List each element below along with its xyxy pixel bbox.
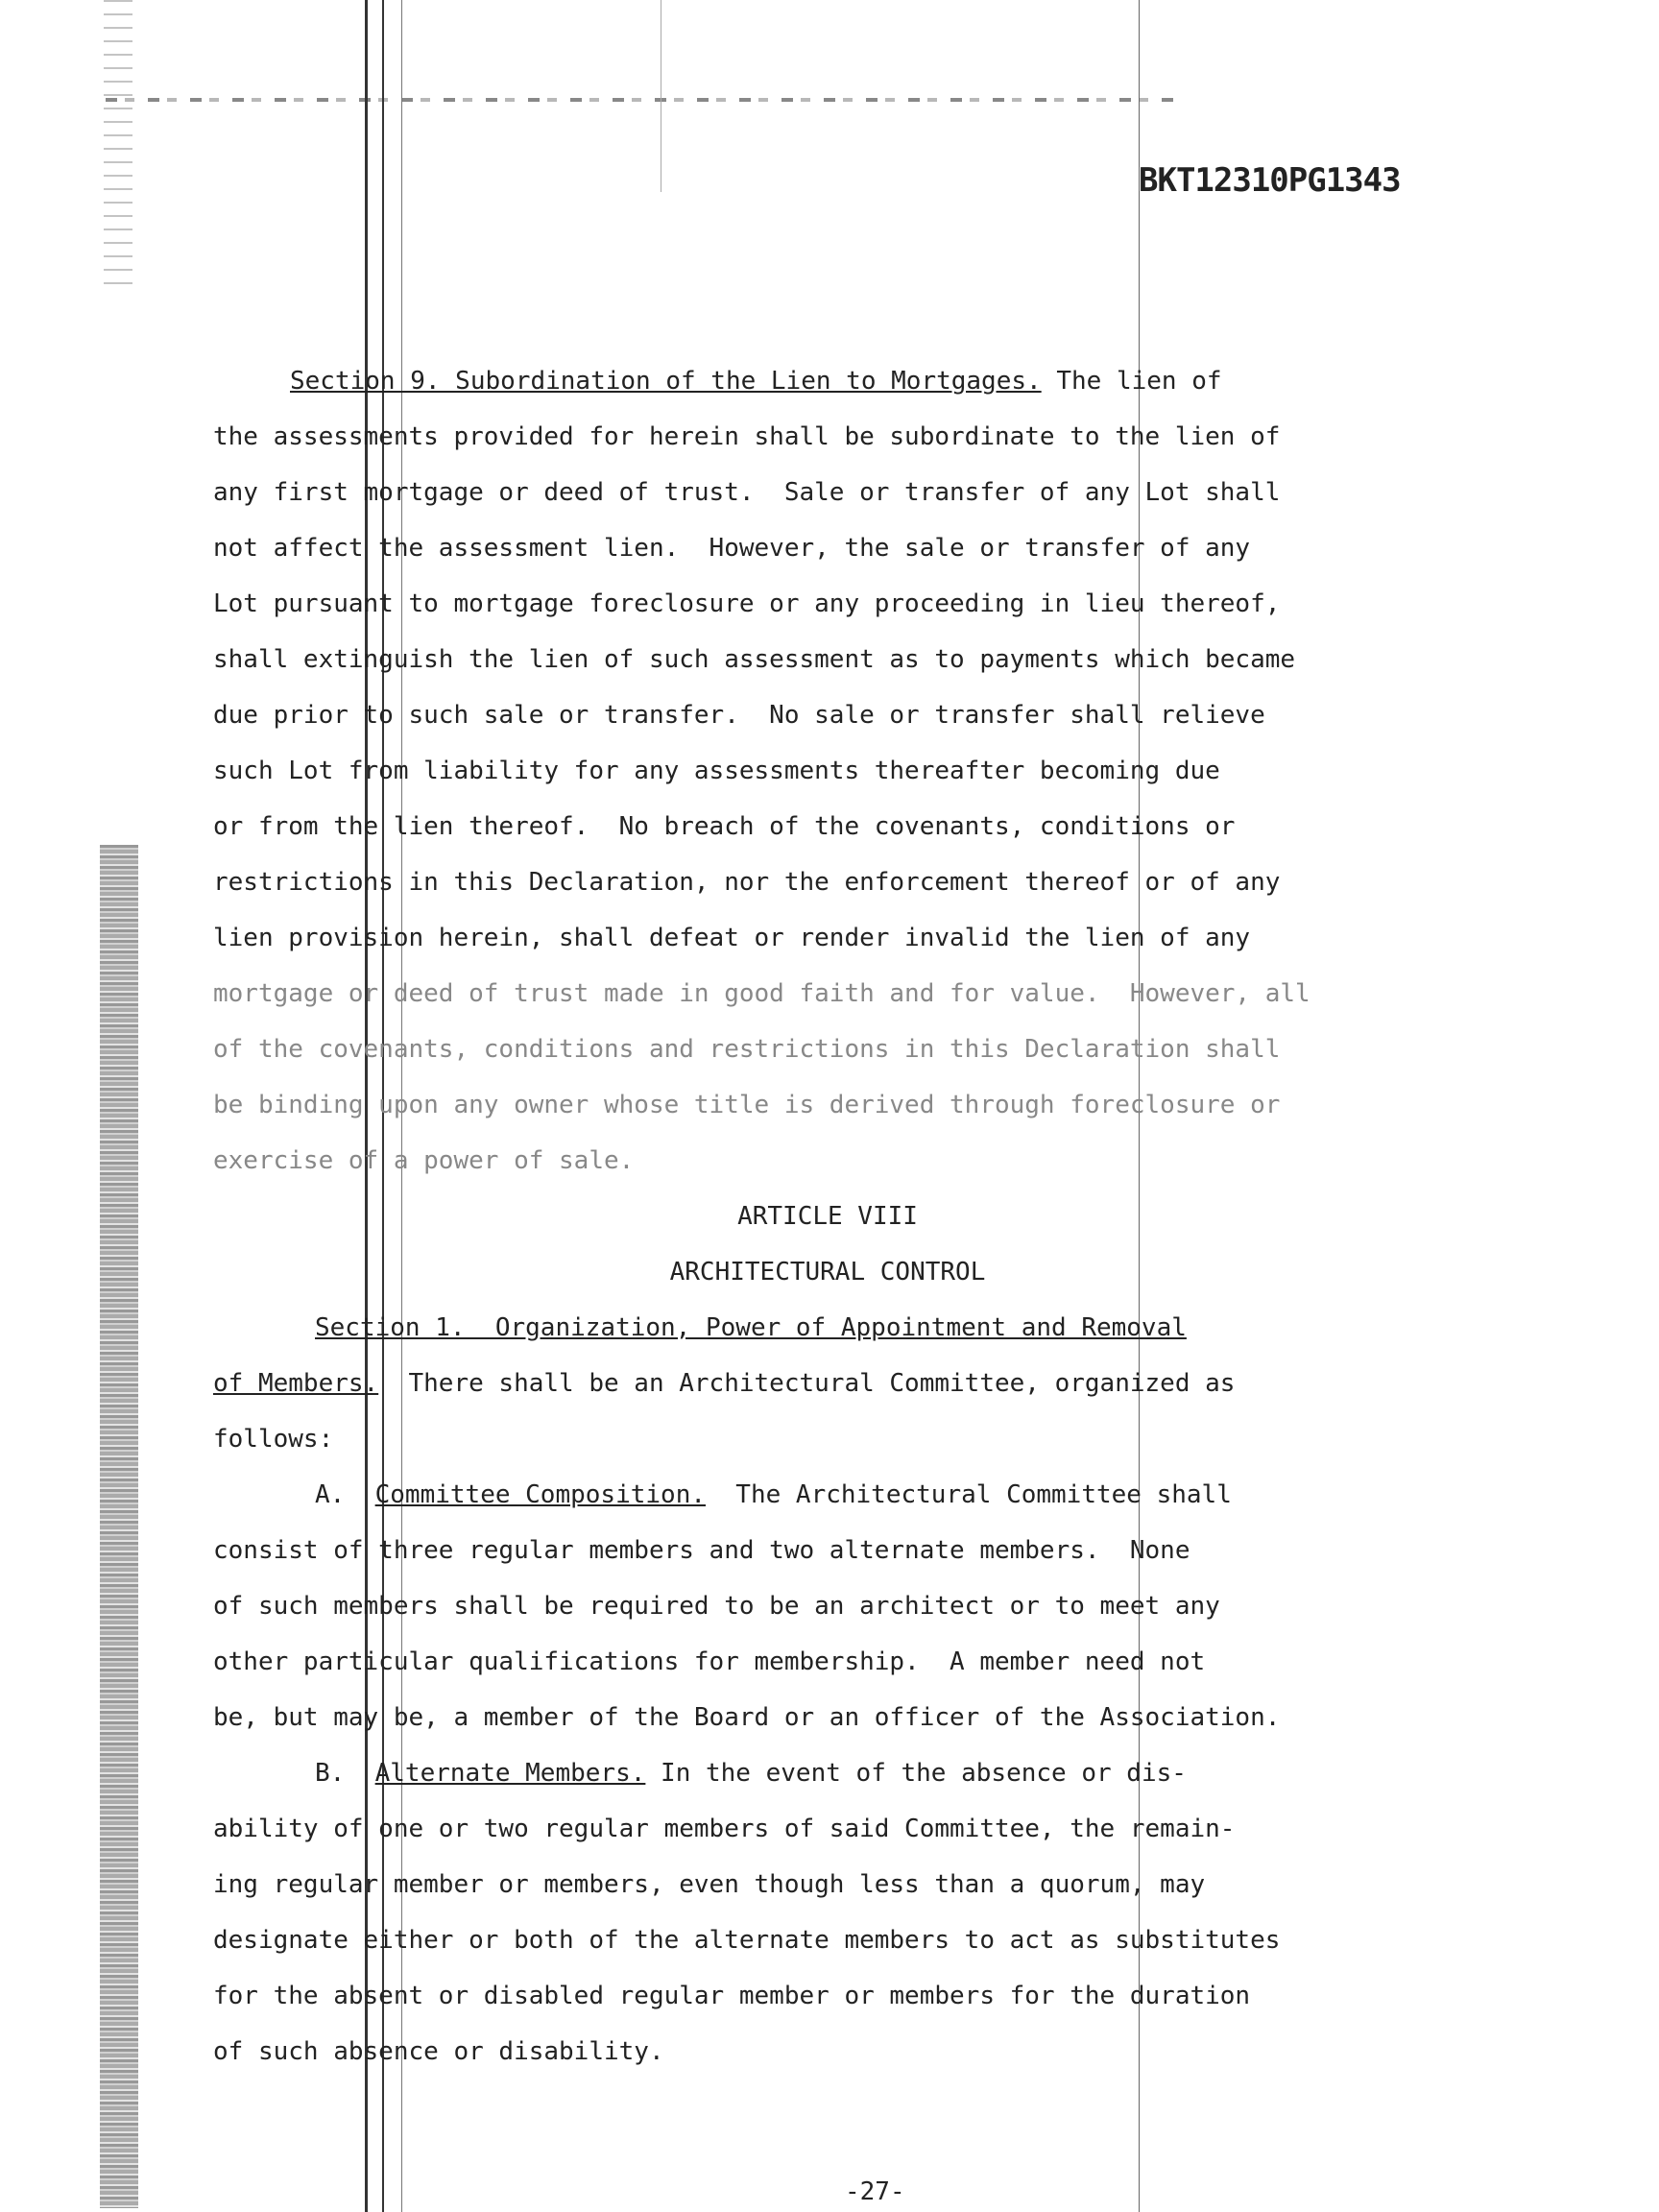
para-b-heading: Alternate Members. bbox=[374, 1759, 646, 1788]
book-page-stamp: BKT12310PG1343 bbox=[1139, 161, 1401, 200]
section9-line: shall extinguish the lien of such assessment as to payments which became bbox=[213, 645, 1296, 674]
para-a-label: A. bbox=[315, 1480, 375, 1509]
para-b-first-line bbox=[213, 1745, 1500, 1801]
para-b-line: ability of one or two regular members of said Committee, the remain- bbox=[213, 1815, 1236, 1843]
section9-line: exercise of a power of sale. bbox=[213, 1146, 635, 1175]
para-b-line: ing regular member or members, even though less than a quorum, may bbox=[213, 1870, 1206, 1899]
para-a-first-line bbox=[213, 1467, 1500, 1523]
scan-artifact-top bbox=[104, 0, 132, 288]
section9-line: not affect the assessment lien. However, the sale or transfer of any bbox=[213, 534, 1251, 563]
section9-line: Lot pursuant to mortgage foreclosure or any proceeding in lieu thereof, bbox=[213, 589, 1281, 618]
section1-heading-part1: Section 1. Organization, Power of Appointment and Removal bbox=[315, 1313, 1187, 1342]
scan-artifact-left-edge bbox=[100, 845, 138, 2208]
article-title: ARCHITECTURAL CONTROL bbox=[669, 1258, 986, 1286]
section1-heading bbox=[213, 1300, 1500, 1356]
section9-line: be binding upon any owner whose title is derived through foreclosure or bbox=[213, 1091, 1281, 1119]
section9-line: or from the lien thereof. No breach of the covenants, conditions or bbox=[213, 812, 1236, 841]
section9-line: any first mortgage or deed of trust. Sale or transfer of any Lot shall bbox=[213, 478, 1281, 507]
section9-line: The lien of bbox=[1041, 367, 1222, 396]
section1-line bbox=[213, 1356, 1500, 1411]
section1-line: follows: bbox=[213, 1425, 334, 1454]
section9-line: restrictions in this Declaration, nor the enforcement thereof or of any bbox=[213, 868, 1281, 897]
para-a-line: other particular qualifications for membership. A member need not bbox=[213, 1647, 1206, 1676]
header-scan-line bbox=[106, 98, 1181, 102]
para-b-label: B. bbox=[315, 1759, 375, 1788]
document-body bbox=[213, 353, 1500, 2080]
para-b-line: of such absence or disability. bbox=[213, 2037, 664, 2066]
para-b-line: In the event of the absence or dis- bbox=[645, 1759, 1187, 1788]
para-a-line: consist of three regular members and two alternate members. None bbox=[213, 1536, 1190, 1565]
page-number: -27- bbox=[845, 2177, 905, 2206]
para-b-line: for the absent or disabled regular member or members for the duration bbox=[213, 1982, 1251, 2010]
section9-line: mortgage or deed of trust made in good faith and for value. However, all bbox=[213, 979, 1310, 1008]
section9-line: lien provision herein, shall defeat or render invalid the lien of any bbox=[213, 924, 1251, 952]
section1-line-rest: There shall be an Architectural Committee, organized as bbox=[378, 1369, 1236, 1398]
section9-line: the assessments provided for herein shall be subordinate to the lien of bbox=[213, 422, 1281, 451]
article-number: ARTICLE VIII bbox=[737, 1202, 918, 1231]
para-a-line: be, but may be, a member of the Board or an officer of the Association. bbox=[213, 1703, 1281, 1732]
para-a-line: The Architectural Committee shall bbox=[706, 1480, 1232, 1509]
para-a-heading: Committee Composition. bbox=[374, 1480, 706, 1509]
section9-line: such Lot from liability for any assessments thereafter becoming due bbox=[213, 757, 1220, 785]
para-b-line: designate either or both of the alternate members to act as substitutes bbox=[213, 1926, 1281, 1955]
section9-line: of the covenants, conditions and restrictions in this Declaration shall bbox=[213, 1035, 1281, 1064]
para-a-line: of such members shall be required to be an architect or to meet any bbox=[213, 1592, 1220, 1621]
section9-first-line bbox=[213, 353, 1500, 409]
section1-heading-part2: of Members. bbox=[213, 1369, 379, 1398]
section9-line: due prior to such sale or transfer. No sale or transfer shall relieve bbox=[213, 701, 1265, 730]
section9-heading: Section 9. Subordination of the Lien to Mortgages. bbox=[290, 367, 1042, 396]
